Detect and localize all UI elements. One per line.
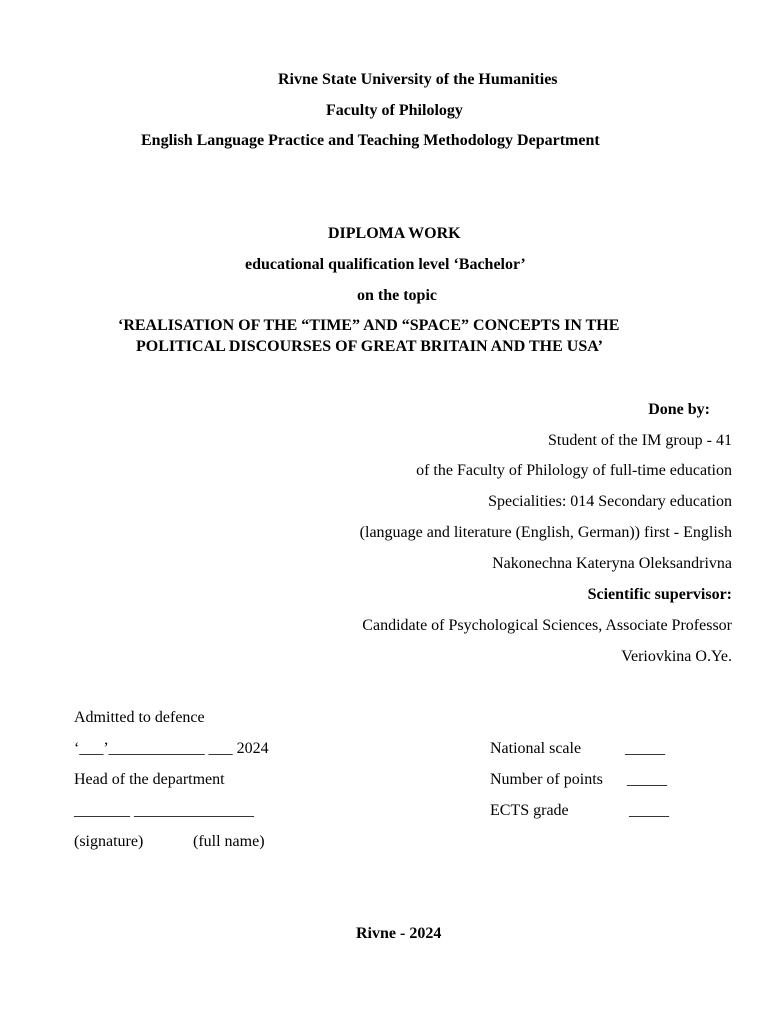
national-scale-label: National scale [490,740,582,757]
student-name: Nakonechna Kateryna Oleksandrivna [492,555,732,572]
work-type: DIPLOMA WORK [328,225,461,242]
faculty-name: Faculty of Philology [326,102,463,119]
student-group: Student of the IM group - 41 [548,432,732,449]
number-of-points-label: Number of points [490,771,603,788]
admitted-to-defence: Admitted to defence [74,709,205,726]
student-faculty: of the Faculty of Philology of full-time education [416,462,732,479]
department-name: English Language Practice and Teaching Methodology Department [141,132,600,149]
done-by-label: Done by: [648,401,710,418]
place-and-year: Rivne - 2024 [356,925,442,942]
thesis-title-line-2: POLITICAL DISCOURSES OF GREAT BRITAIN AND THE USA’ [136,338,603,355]
national-scale-blank: _____ [625,740,665,757]
signature-blank-line: _______ _______________ [74,802,254,819]
thesis-title-line-1: ‘REALISATION OF THE “TIME” AND “SPACE” CONCEPTS IN THE [118,317,620,334]
on-topic-label: on the topic [357,287,437,304]
ects-grade-label: ECTS grade [490,802,569,819]
student-speciality: Specialities: 014 Secondary education [488,493,732,510]
head-of-department: Head of the department [74,771,225,788]
supervisor-label: Scientific supervisor: [587,586,732,603]
number-of-points-blank: _____ [627,771,667,788]
signature-caption: (signature) [74,833,144,850]
qualification-level: educational qualification level ‘Bachelor’ [245,256,526,273]
ects-grade-blank: _____ [629,802,669,819]
student-language: (language and literature (English, German)) first - English [359,524,732,541]
admission-date-line: ‘___’____________ ___ 2024 [74,740,269,757]
full-name-caption: (full name) [193,833,265,850]
university-name: Rivne State University of the Humanities [278,71,558,88]
supervisor-degree: Candidate of Psychological Sciences, Associate Professor [362,617,732,634]
supervisor-name: Veriovkina O.Ye. [621,648,732,665]
